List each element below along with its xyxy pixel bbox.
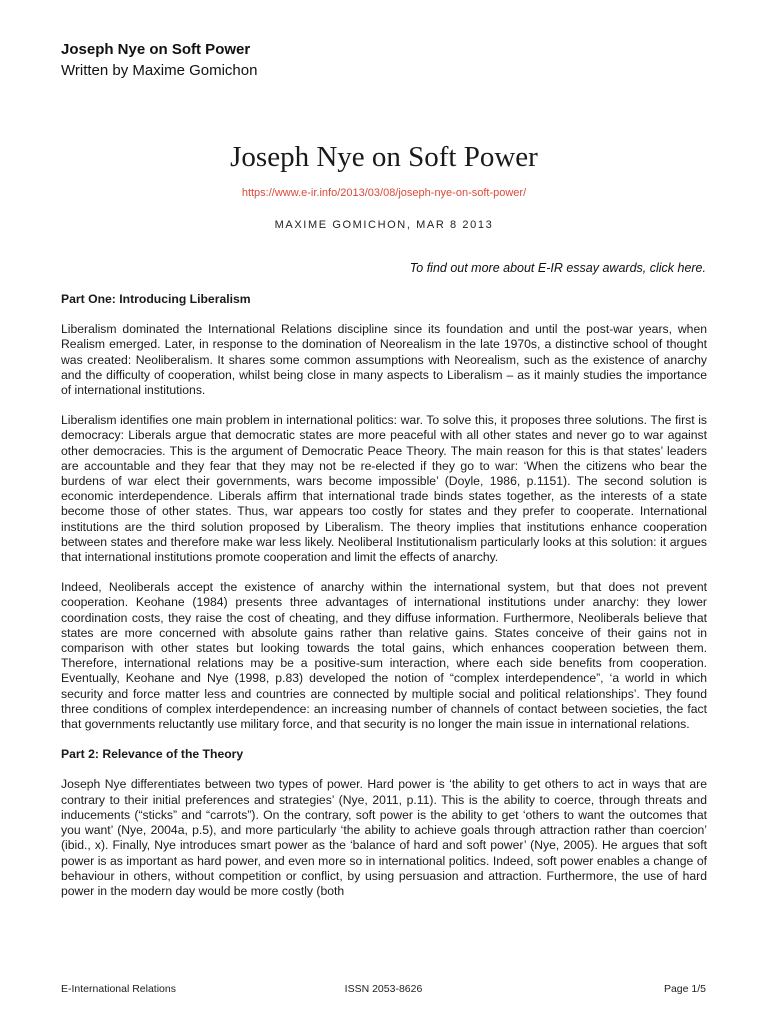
section-heading-part-one: Part One: Introducing Liberalism	[61, 292, 251, 306]
page-footer	[61, 982, 706, 998]
header-title: Joseph Nye on Soft Power	[61, 41, 251, 58]
paragraph: Joseph Nye differentiates between two types of power. Hard power is ‘the ability to get others to act in ways that are contrary to their initial preferences and strategies’ (Nye, 2011, p.11). This is the ability to coerce, through threats and inducements (“sticks” and “carrots”). On the contrary, soft power is the ability to get ‘others to want the outcomes that you want’ (Nye, 2004a, p.5), and more particularly ‘the ability to achieve goals through attraction rather than coercion’ (ibid., x). Finally, Nye introduces smart power as the ‘balance of hard and soft power’ (Nye, 2005). He argues that soft power is as important as hard power, and even more so in international politics. Indeed, soft power enables a change of behaviour in others, without competition or conflict, by using persuasion and attraction. Furthermore, the use of hard power in the modern day would be more costly (both	[61, 777, 707, 898]
footer-publisher: E-International Relations	[61, 983, 176, 995]
document-title: Joseph Nye on Soft Power	[230, 141, 538, 173]
footer-page-number: Page 1/5	[663, 983, 706, 995]
header-author: Written by Maxime Gomichon	[61, 62, 258, 79]
section-heading-part-two: Part 2: Relevance of the Theory	[61, 747, 244, 762]
running-header	[61, 40, 257, 81]
author-date-byline: MAXIME GOMICHON, MAR 8 2013	[274, 219, 494, 231]
paragraph: Liberalism dominated the International Relations discipline since its foundation and until the post-war years, when Realism emerged. Later, in response to the domination of Neorealism in the late 1970s, a distinctive school of thought was created: Neoliberalism. It shares some common assumptions with Neorealism, such as the existence of anarchy and the difficulty of cooperation, whilst being close in many aspects to Liberalism – as it mainly studies the importance of international institutions.	[61, 322, 707, 398]
source-url-link[interactable]: https://www.e-ir.info/2013/03/08/joseph-nye-on-soft-power/	[241, 187, 527, 199]
essay-awards-link[interactable]: To find out more about E-IR essay awards, click here.	[409, 261, 706, 275]
footer-issn: ISSN 2053-8626	[344, 983, 423, 995]
paragraph: Liberalism identifies one main problem in international politics: war. To solve this, it proposes three solutions. The first is democracy: Liberals argue that democratic states are more peaceful with all other states and never go to war against other democracies. This is the argument of Democratic Peace Theory. The main reason for this is that states’ leaders are accountable and they fear that they may not be re-elected if they go to war: ‘When the citizens who bear the burdens of war elect their governments, wars become impossible’ (Doyle, 1986, p.1151). The second solution is economic interdependence. Liberals affirm that international trade binds states together, as the interests of a state become those of other states. Thus, war appears too costly for states and they prefer to cooperate. International institutions are the third solution proposed by Liberalism. The theory implies that institutions enhance cooperation between states and therefore make war less likely. Neoliberal Institutionalism particularly looks at this solution: it argues that international institutions promote cooperation and limit the effects of anarchy.	[61, 413, 707, 565]
paragraph: Indeed, Neoliberals accept the existence of anarchy within the international system, but that does not prevent cooperation. Keohane (1984) presents three advantages of international institutions under anarchy: they lower coordination costs, they raise the cost of cheating, and they diffuse information. Furthermore, Neoliberals believe that states are more concerned with absolute gains rather than relative gains. States conceive of their gains not in comparison with other states but looking towards the total gains, which enhances cooperation between them. Therefore, international relations may be a positive-sum interaction, where each side benefits from cooperation. Eventually, Keohane and Nye (1998, p.83) developed the notion of “complex interdependence”, ‘a world in which security and force matter less and countries are connected by multiple social and political relationships’. They found three conditions of complex interdependence: an increasing number of channels of contact between societies, the fact that governments reluctantly use military force, and that security is no longer the main issue in international relations.	[61, 580, 707, 732]
article-body	[61, 292, 707, 914]
